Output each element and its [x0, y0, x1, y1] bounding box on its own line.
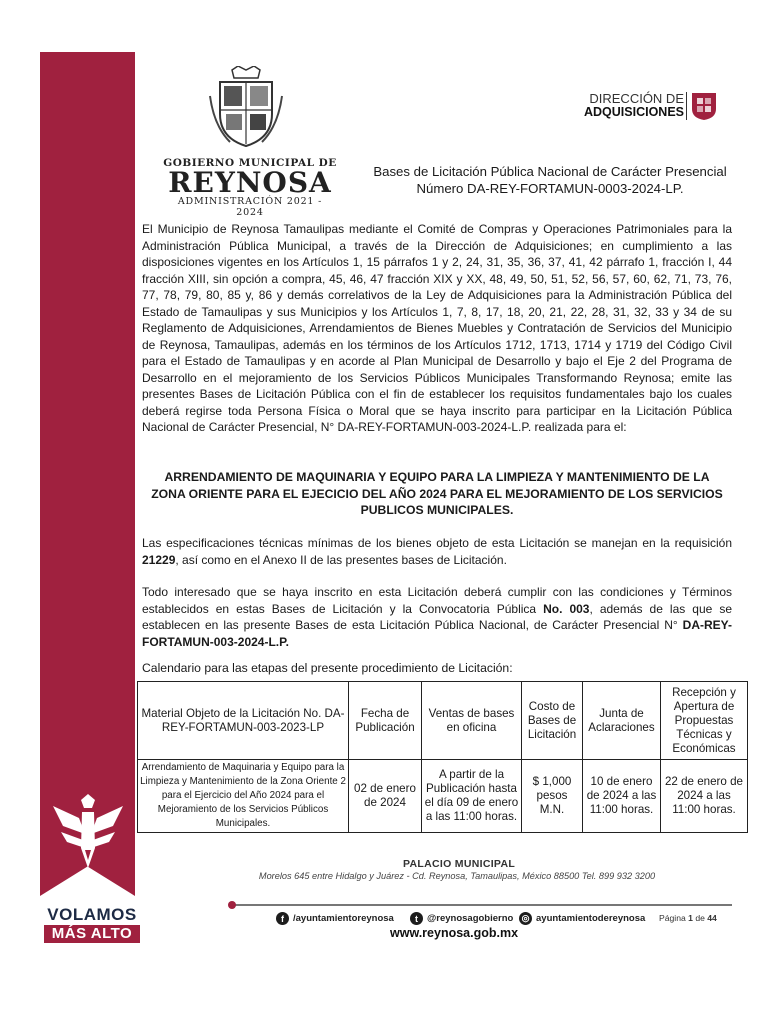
- table-cell: A partir de la Publicación hasta el día 09 de enero a las 11:00 horas.: [422, 760, 522, 833]
- requisition-number: 21229: [142, 552, 176, 567]
- direction-line-2: ADQUISICIONES: [583, 105, 684, 119]
- direction-line-1: DIRECCIÓN DE: [589, 91, 684, 106]
- page-number: [659, 913, 717, 923]
- palace-label: PALACIO MUNICIPAL: [403, 858, 516, 870]
- calendar-label: Calendario para las etapas del presente procedimiento de Licitación:: [142, 661, 513, 675]
- slogan-line-2: MÁS ALTO: [44, 925, 140, 943]
- conditions-paragraph: [142, 584, 732, 650]
- page-total: 44: [707, 913, 717, 923]
- twitter-link[interactable]: [410, 912, 513, 925]
- table-header: Junta de Aclaraciones: [583, 682, 661, 760]
- instagram-link[interactable]: [519, 912, 645, 925]
- table-header-row: [138, 682, 748, 760]
- direction-divider: [686, 92, 687, 120]
- page-current: 1: [688, 913, 693, 923]
- table-header: Fecha de Publicación: [349, 682, 422, 760]
- slogan-line-1: VOLAMOS: [47, 905, 137, 924]
- twitter-icon: t: [410, 912, 423, 925]
- facebook-link[interactable]: [276, 912, 394, 925]
- specs-text-2: , así como en el Anexo II de las presentes bases de Licitación.: [175, 552, 507, 567]
- conditions-text-1: Todo interesado que se haya inscrito en esta Licitación deberá cumplir con las condiciones y Términos establecidos en estas Bases de Licitación y la Convocatoria Pública: [142, 585, 732, 616]
- calendar-table: [137, 681, 748, 833]
- table-header: Ventas de bases en oficina: [422, 682, 522, 760]
- slogan: [42, 906, 142, 943]
- twitter-handle: @reynosagobierno: [427, 913, 514, 924]
- instagram-handle: ayuntamientodereynosa: [536, 913, 646, 924]
- specs-paragraph: [142, 535, 732, 568]
- licitacion-number: DA-REY-FORTAMUN-003-2024-L.P.: [142, 618, 732, 649]
- address: Morelos 645 entre Hidalgo y Juárez - Cd. Reynosa, Tamaulipas, México 88500 Tel. 899 932 3200: [258, 871, 656, 881]
- page-mid: de: [692, 913, 708, 923]
- facebook-icon: f: [276, 912, 289, 925]
- table-cell: 02 de enero de 2024: [349, 760, 422, 833]
- intro-paragraph: El Municipio de Reynosa Tamaulipas mediante el Comité de Compras y Operaciones Patrimoniales para la Administración Pública Municipal, a través de la Dirección de Adquisiciones; en cumplimiento a las disposiciones vigentes en los Artículos 1, 15 párrafos 1 y 2, 24, 31, 35, 36, 37, 41, 42 párrafo 1, fracción I, 44 fracción XIII, sin opción a compra, 45, 46, 47 fracción XIX y XX, 48, 49, 50, 51, 52, 56, 57, 60, 62, 71, 73, 76, 77, 78, 79, 80, 85 y, 86 y demás correlativos de la Ley de Adquisiciones para la Administración Pública del Estado de Tamaulipas y sus Municipios y los Artículos 1, 7, 8, 17, 18, 20, 21, 22, 28, 31, 32, 33 y 34 de su Reglamento de Adquisiciones, Arrendamientos de Bienes Muebles y Contratación de Servicios del Municipio de Reynosa, Tamaulipas, además en los términos de los Artículos 1712, 1713, 1714 y 1719 del Código Civil para el Estado de Tamaulipas y en acorde al Plan Municipal de Desarrollo y bajo el Eje 2 del Programa de Desarrollo en el mejoramiento de los Servicios Públicos Municipales Transformando Reynosa; emite las presentes Bases de Licitación Pública con el fin de establecer los requisitos fundamentales bajo los cuales deberá regirse toda Persona Física o Moral que se haya inscrito para participar en la Licitación Pública Nacional de Carácter Presencial, N° DA-REY-FORTAMUN-003-2024-L.P. realizada para el:: [142, 222, 732, 434]
- document-title-line-1: Bases de Licitación Pública Nacional de Carácter Presencial: [373, 164, 727, 179]
- object-title: ARRENDAMIENTO DE MAQUINARIA Y EQUIPO PARA LA LIMPIEZA Y MANTENIMIENTO DE LA ZONA ORIENTE PARA EL EJECICIO DEL AÑO 2024 PARA EL MEJORAMIENTO DE LOS SERVICIOS PUBLICOS MUNICIPALES.: [151, 470, 723, 517]
- municipal-seal-icon: [208, 66, 284, 148]
- eagle-logo-icon: [49, 788, 127, 872]
- convocatoria-number: No. 003: [543, 601, 590, 616]
- direction-emblem-icon: [690, 91, 718, 121]
- table-header: Costo de Bases de Licitación: [522, 682, 583, 760]
- page-prefix: Página: [659, 913, 689, 923]
- table-row: [138, 760, 748, 833]
- table-cell: Arrendamiento de Maquinaria y Equipo para la Limpieza y Mantenimiento de la Zona Oriente 2 para el Ejercicio del Año 2024 para el Mejoramiento de los Servicios Públicos Municipales.: [138, 760, 349, 833]
- footer-dot: [228, 901, 236, 909]
- table-header: Recepción y Apertura de Propuestas Técnicas y Económicas: [661, 682, 748, 760]
- footer-divider: [232, 904, 732, 906]
- gov-city-name: REYNOSA: [168, 166, 332, 199]
- gov-line-1: GOBIERNO MUNICIPAL DE: [163, 157, 337, 169]
- direction-label: [560, 92, 684, 119]
- table-cell: $ 1,000 pesos M.N.: [522, 760, 583, 833]
- table-cell: 10 de enero de 2024 a las 11:00 horas.: [583, 760, 661, 833]
- facebook-handle: /ayuntamientoreynosa: [293, 913, 394, 924]
- conditions-text-2: , además de las que se establecen en las presente Bases de esta Licitación Pública Nacional, de Carácter Presencial N°: [142, 601, 732, 632]
- document-title: [350, 163, 750, 197]
- document-title-line-2: Número DA-REY-FORTAMUN-0003-2024-LP.: [416, 181, 684, 196]
- website-link[interactable]: www.reynosa.gob.mx: [390, 926, 519, 940]
- specs-text-1: Las especificaciones técnicas mínimas de los bienes objeto de esta Licitación se manejan en la requisición: [142, 536, 732, 550]
- instagram-icon: ◎: [519, 912, 532, 925]
- side-banner: [40, 52, 135, 896]
- table-cell: 22 de enero de 2024 a las 11:00 horas.: [661, 760, 748, 833]
- table-header: Material Objeto de la Licitación No. DA-REY-FORTAMUN-003-2023-LP: [138, 682, 349, 760]
- gov-administration: ADMINISTRACIÓN 2021 - 2024: [177, 196, 323, 218]
